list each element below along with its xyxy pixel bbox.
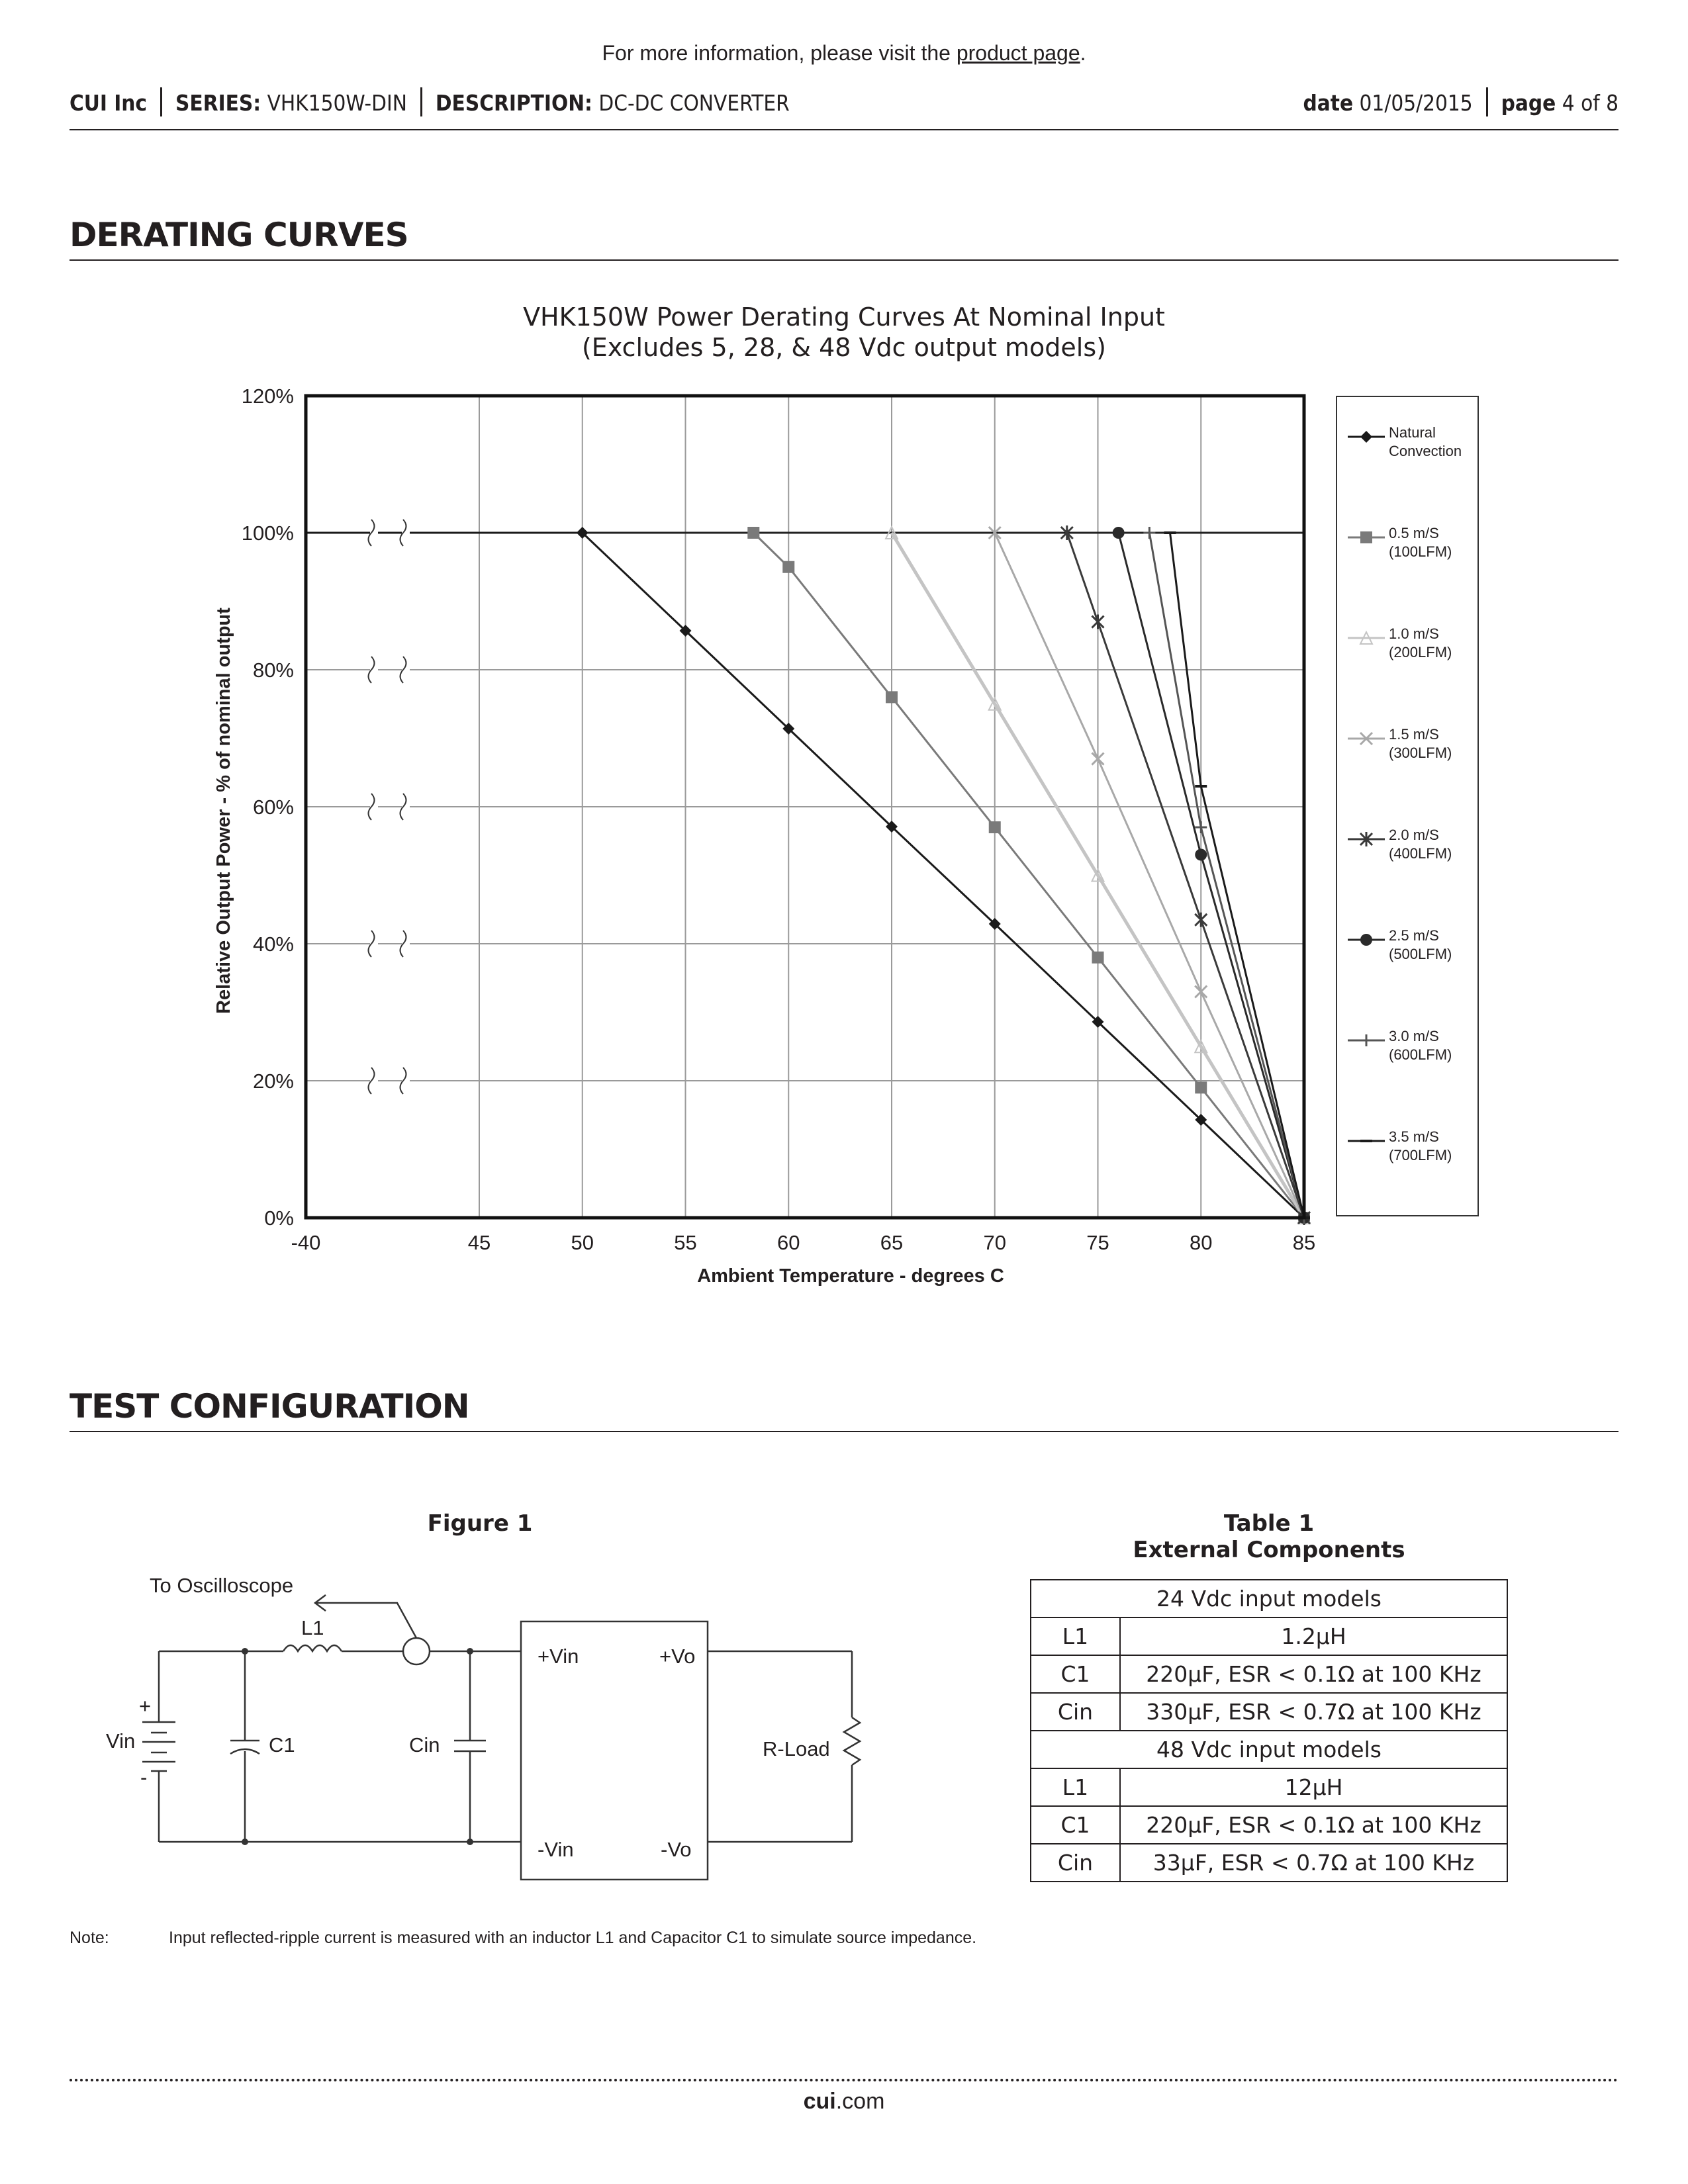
- chart-series: [306, 525, 1310, 1225]
- legend-swatch-marker: [1360, 431, 1372, 443]
- top-note-suffix: .: [1080, 41, 1086, 65]
- rload-symbol: [844, 1717, 860, 1765]
- footer-brand-rest: .com: [835, 2089, 885, 2114]
- description-label: DESCRIPTION:: [435, 90, 592, 116]
- page-value: 4 of 8: [1562, 90, 1618, 116]
- row-key: L1: [1031, 1768, 1120, 1806]
- vin-plus-label: +: [139, 1694, 152, 1717]
- row-value: 1.2μH: [1120, 1617, 1507, 1655]
- legend-label-line2: (500LFM): [1389, 946, 1452, 962]
- table-row: [1031, 1617, 1507, 1655]
- legend-swatch: [1346, 1133, 1386, 1149]
- legend-label: [1389, 424, 1480, 461]
- legend-label-line2: (600LFM): [1389, 1046, 1452, 1063]
- data-point: [1195, 913, 1207, 927]
- table-row: [1031, 1768, 1507, 1806]
- data-point: [886, 691, 898, 703]
- page-label: page: [1501, 90, 1556, 116]
- chart-subtitle: (Excludes 5, 28, & 48 Vdc output models): [581, 333, 1106, 362]
- row-value: 220μF, ESR < 0.1Ω at 100 KHz: [1120, 1806, 1507, 1844]
- data-point: [1092, 952, 1104, 964]
- legend-label-line2: (400LFM): [1389, 845, 1452, 862]
- row-key: C1: [1031, 1655, 1120, 1693]
- legend-label-line1: 3.5 m/S: [1389, 1128, 1439, 1145]
- x-tick-label: -40: [291, 1231, 321, 1254]
- x-tick-label: 50: [571, 1231, 594, 1254]
- series-line: [995, 533, 1304, 1218]
- legend-swatch: [1346, 429, 1386, 445]
- table-row: [1031, 1655, 1507, 1693]
- top-note-prefix: For more information, please visit the: [602, 41, 957, 65]
- section-title-test-config: TEST CONFIGURATION: [70, 1387, 469, 1426]
- y-tick-label: 120%: [241, 385, 294, 408]
- cin-label: Cin: [409, 1733, 440, 1756]
- data-point: [1092, 615, 1104, 629]
- y-tick-label: 60%: [252, 796, 294, 819]
- footer-brand-bold: cui: [803, 2089, 836, 2114]
- series-line: [1170, 533, 1304, 1218]
- y-tick-label: 20%: [252, 1069, 294, 1093]
- description-value: DC-DC CONVERTER: [598, 90, 790, 116]
- section-rule-derating: [70, 259, 1618, 261]
- legend-label-line2: (700LFM): [1389, 1147, 1452, 1163]
- figure1-title: Figure 1: [427, 1510, 533, 1537]
- group-heading-48v: 48 Vdc input models: [1031, 1731, 1507, 1768]
- legend-swatch: [1346, 731, 1386, 747]
- chart-title-block: [0, 302, 1688, 363]
- chart-grid: [306, 396, 1304, 1218]
- legend-item: [1337, 1027, 1480, 1067]
- legend-label: [1389, 725, 1452, 762]
- legend-label-line2: (300LFM): [1389, 745, 1452, 761]
- rload-label: R-Load: [763, 1737, 830, 1760]
- table-group-heading: [1031, 1580, 1507, 1617]
- series-0: [306, 527, 1310, 1224]
- legend-item: [1337, 927, 1480, 966]
- chart-legend: [1336, 396, 1479, 1216]
- legend-swatch: [1346, 529, 1386, 545]
- table1-title-block: [1030, 1510, 1508, 1563]
- inductor-l1-symbol: [283, 1645, 342, 1651]
- legend-label-line1: Natural Convection: [1389, 424, 1462, 459]
- header-rule: [70, 129, 1618, 130]
- legend-item: [1337, 725, 1480, 765]
- figure1-circuit: [86, 1569, 880, 1893]
- legend-item: [1337, 625, 1480, 664]
- chart-axes: [242, 385, 1316, 1254]
- y-tick-label: 80%: [252, 659, 294, 682]
- pin-minus-vo: -Vo: [661, 1838, 692, 1861]
- row-value: 12μH: [1120, 1768, 1507, 1806]
- probe-circle: [403, 1638, 430, 1664]
- y-tick-label: 100%: [241, 522, 294, 545]
- data-point: [989, 821, 1001, 833]
- vin-label: Vin: [106, 1729, 136, 1752]
- x-tick-label: 60: [777, 1231, 800, 1254]
- table1-subtitle: External Components: [1133, 1537, 1405, 1563]
- legend-label-line1: 0.5 m/S: [1389, 525, 1439, 541]
- x-tick-label: 70: [983, 1231, 1006, 1254]
- date-value: 01/05/2015: [1359, 90, 1473, 116]
- legend-label-line1: 1.0 m/S: [1389, 625, 1439, 642]
- legend-swatch: [1346, 932, 1386, 948]
- derating-chart: [199, 377, 1324, 1304]
- legend-item: [1337, 524, 1480, 564]
- data-point: [1143, 527, 1155, 539]
- x-tick-label: 65: [880, 1231, 904, 1254]
- series-line: [306, 533, 1304, 1218]
- group-heading-24v: 24 Vdc input models: [1031, 1580, 1507, 1617]
- legend-item: [1337, 826, 1480, 866]
- row-key: Cin: [1031, 1693, 1120, 1731]
- x-tick-label: 80: [1190, 1231, 1213, 1254]
- legend-label: [1389, 826, 1452, 863]
- c1-label: C1: [269, 1733, 295, 1756]
- legend-label: [1389, 625, 1452, 662]
- legend-label: [1389, 1128, 1452, 1165]
- x-axis-label: Ambient Temperature - degrees C: [697, 1265, 1004, 1287]
- x-tick-label: 45: [467, 1231, 491, 1254]
- company-name: CUI Inc: [70, 90, 148, 116]
- data-point: [782, 561, 794, 573]
- y-tick-label: 0%: [264, 1206, 294, 1230]
- legend-swatch-marker: [1360, 934, 1372, 946]
- data-point: [1195, 821, 1207, 833]
- top-note: [0, 41, 1688, 66]
- footer-brand[interactable]: [0, 2089, 1688, 2115]
- section-title-derating: DERATING CURVES: [70, 216, 408, 254]
- x-tick-label: 75: [1086, 1231, 1109, 1254]
- row-key: C1: [1031, 1806, 1120, 1844]
- legend-label: [1389, 1027, 1452, 1064]
- y-tick-label: 40%: [252, 933, 294, 956]
- y-axis-label: Relative Output Power - % of nominal output: [213, 608, 234, 1014]
- product-page-link[interactable]: product page: [956, 41, 1080, 65]
- row-value: 33μF, ESR < 0.7Ω at 100 KHz: [1120, 1844, 1507, 1882]
- x-tick-label: 55: [674, 1231, 697, 1254]
- series-1: [747, 527, 1310, 1224]
- row-key: Cin: [1031, 1844, 1120, 1882]
- legend-label: [1389, 927, 1452, 964]
- legend-label-line2: (200LFM): [1389, 644, 1452, 660]
- series-line: [1149, 533, 1304, 1218]
- legend-label-line1: 2.0 m/S: [1389, 827, 1439, 843]
- row-value: 330μF, ESR < 0.7Ω at 100 KHz: [1120, 1693, 1507, 1731]
- table-row: [1031, 1806, 1507, 1844]
- legend-item: [1337, 424, 1480, 463]
- to-oscilloscope-label: To Oscilloscope: [150, 1574, 294, 1597]
- legend-label-line1: 3.0 m/S: [1389, 1028, 1439, 1044]
- section-rule-test-config: [70, 1431, 1618, 1432]
- legend-label-line1: 1.5 m/S: [1389, 726, 1439, 743]
- legend-label: [1389, 524, 1452, 561]
- table1-title: Table 1: [1223, 1510, 1315, 1537]
- chart-title: VHK150W Power Derating Curves At Nominal Input: [523, 302, 1165, 332]
- pin-plus-vin: +Vin: [538, 1645, 579, 1668]
- series-line: [1067, 533, 1304, 1218]
- external-components-table: [1030, 1579, 1508, 1882]
- data-point: [1195, 1081, 1207, 1093]
- series-label: SERIES:: [175, 90, 261, 116]
- series-3: [989, 527, 1310, 1224]
- legend-swatch-marker: [1360, 1034, 1372, 1046]
- row-key: L1: [1031, 1617, 1120, 1655]
- x-tick-label: 85: [1292, 1231, 1316, 1254]
- table-row: [1031, 1693, 1507, 1731]
- legend-swatch: [1346, 1032, 1386, 1048]
- legend-swatch: [1346, 630, 1386, 646]
- footer-rule: [70, 2079, 1618, 2081]
- legend-label-line2: (100LFM): [1389, 543, 1452, 560]
- row-value: 220μF, ESR < 0.1Ω at 100 KHz: [1120, 1655, 1507, 1693]
- legend-item: [1337, 1128, 1480, 1167]
- legend-swatch-marker: [1360, 531, 1372, 543]
- pin-minus-vin: -Vin: [538, 1838, 574, 1861]
- series-value: VHK150W-DIN: [267, 90, 407, 116]
- l1-label: L1: [301, 1616, 324, 1639]
- note-label: Note:: [70, 1929, 109, 1947]
- pin-plus-vo: +Vo: [659, 1645, 696, 1668]
- note-text: Input reflected-ripple current is measured with an inductor L1 and Capacitor C1 to simulate source impedance.: [169, 1929, 977, 1947]
- data-point: [1113, 527, 1125, 539]
- data-point: [1195, 848, 1207, 860]
- vin-minus-label: -: [140, 1766, 148, 1789]
- date-label: date: [1303, 90, 1354, 116]
- table-row: [1031, 1844, 1507, 1882]
- legend-label-line1: 2.5 m/S: [1389, 927, 1439, 944]
- data-point: [747, 527, 759, 539]
- document-header: [70, 87, 1618, 123]
- table-group-heading: [1031, 1731, 1507, 1768]
- legend-swatch: [1346, 831, 1386, 847]
